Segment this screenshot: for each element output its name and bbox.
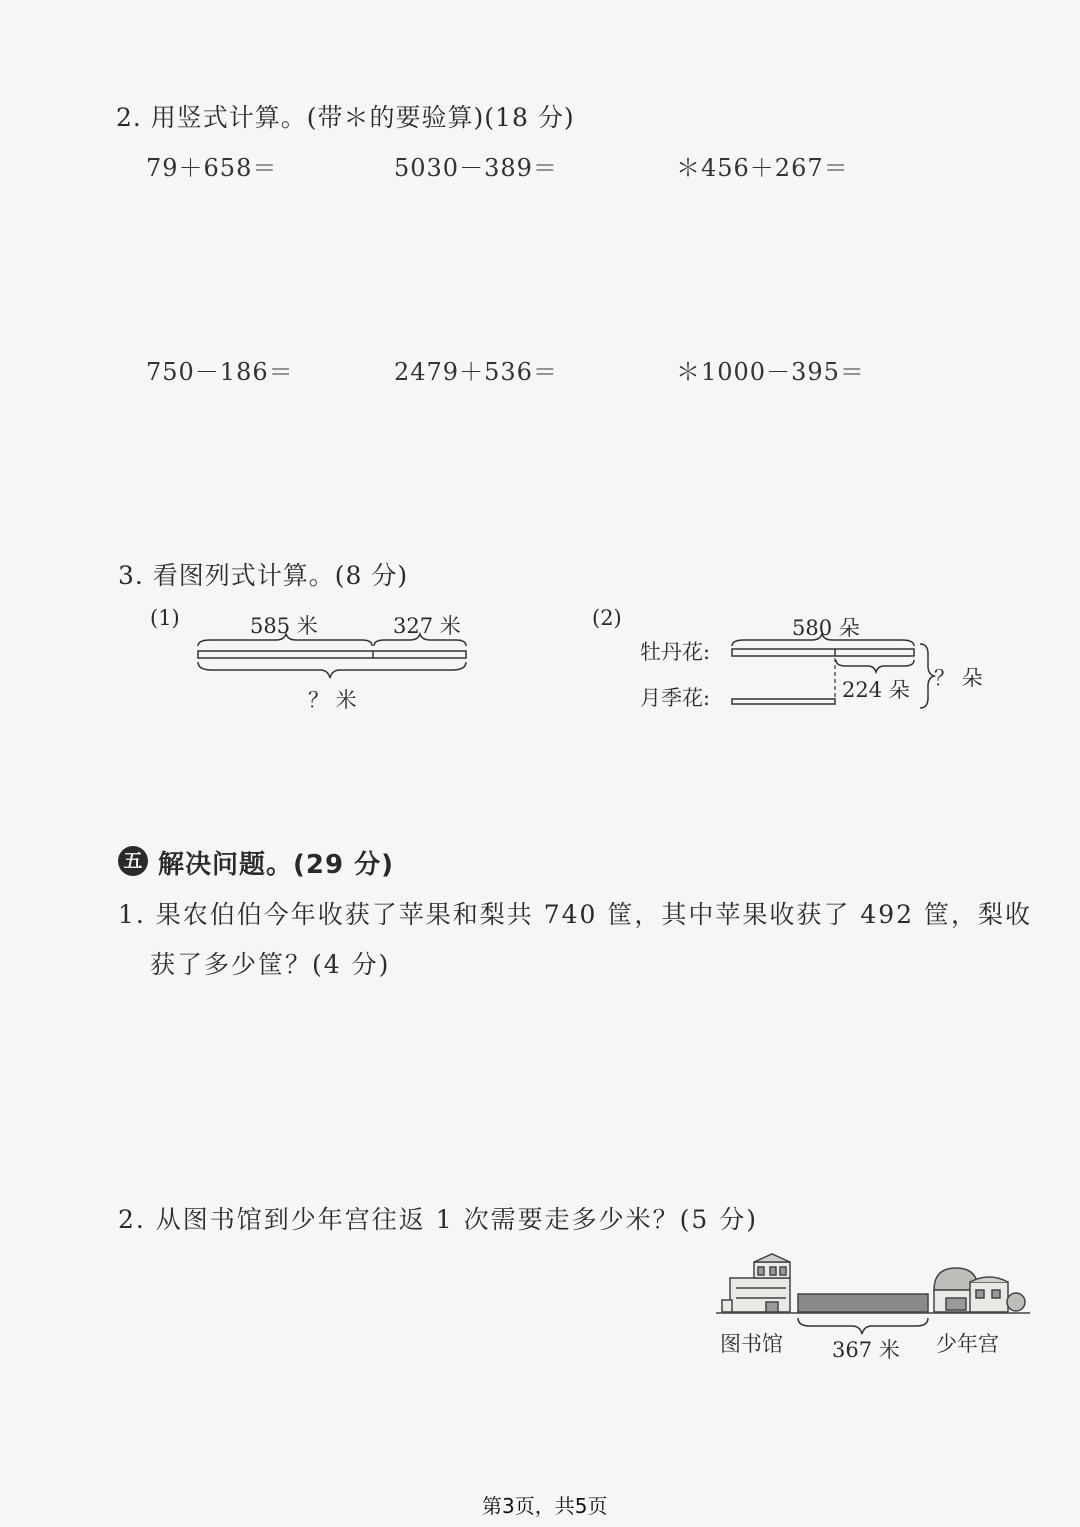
figure-1-label: (1) xyxy=(150,606,180,630)
total-length-unknown: ？ 米 xyxy=(308,688,357,712)
expression: 5030－389＝ xyxy=(394,154,558,182)
question-2-title: 2. 用竖式计算。(带＊的要验算)(18 分) xyxy=(116,103,575,132)
youth-palace-label: 少年宫 xyxy=(936,1332,999,1356)
page-footer: 第3页，共5页 xyxy=(482,1494,608,1518)
peony-label: 牡丹花: xyxy=(640,640,711,664)
rose-label: 月季花: xyxy=(640,686,711,710)
expression: ＊1000－395＝ xyxy=(676,358,865,386)
section-number-badge: 五 xyxy=(118,846,148,876)
expression: 79＋658＝ xyxy=(146,154,278,182)
total-flowers-unknown: ？ 朵 xyxy=(934,666,983,690)
segment-1-length: 585 米 xyxy=(250,614,318,638)
difference-count: 224 朵 xyxy=(842,678,910,702)
youth-palace-building-icon xyxy=(934,1268,1025,1312)
problem-1-line-1: 1. 果农伯伯今年收获了苹果和梨共 740 筐，其中苹果收获了 492 筐，梨收 xyxy=(118,900,1033,929)
library-label: 图书馆 xyxy=(720,1332,783,1356)
problem-2-text: 2. 从图书馆到少年宫往返 1 次需要走多少米？(5 分) xyxy=(118,1205,758,1234)
expression: ＊456＋267＝ xyxy=(676,154,849,182)
expression: 750－186＝ xyxy=(146,358,294,386)
figure-2-label: (2) xyxy=(592,606,622,630)
problem-1-line-2: 获了多少筐？(4 分) xyxy=(150,950,391,979)
distance-label: 367 米 xyxy=(832,1338,900,1362)
segment-2-length: 327 米 xyxy=(393,614,461,638)
road-bar xyxy=(798,1294,928,1312)
peony-count: 580 朵 xyxy=(792,616,860,640)
section-5-title: 解决问题。(29 分) xyxy=(158,850,394,880)
question-3-title: 3. 看图列式计算。(8 分) xyxy=(118,561,409,590)
expression: 2479＋536＝ xyxy=(394,358,558,386)
library-building-icon xyxy=(722,1254,790,1312)
